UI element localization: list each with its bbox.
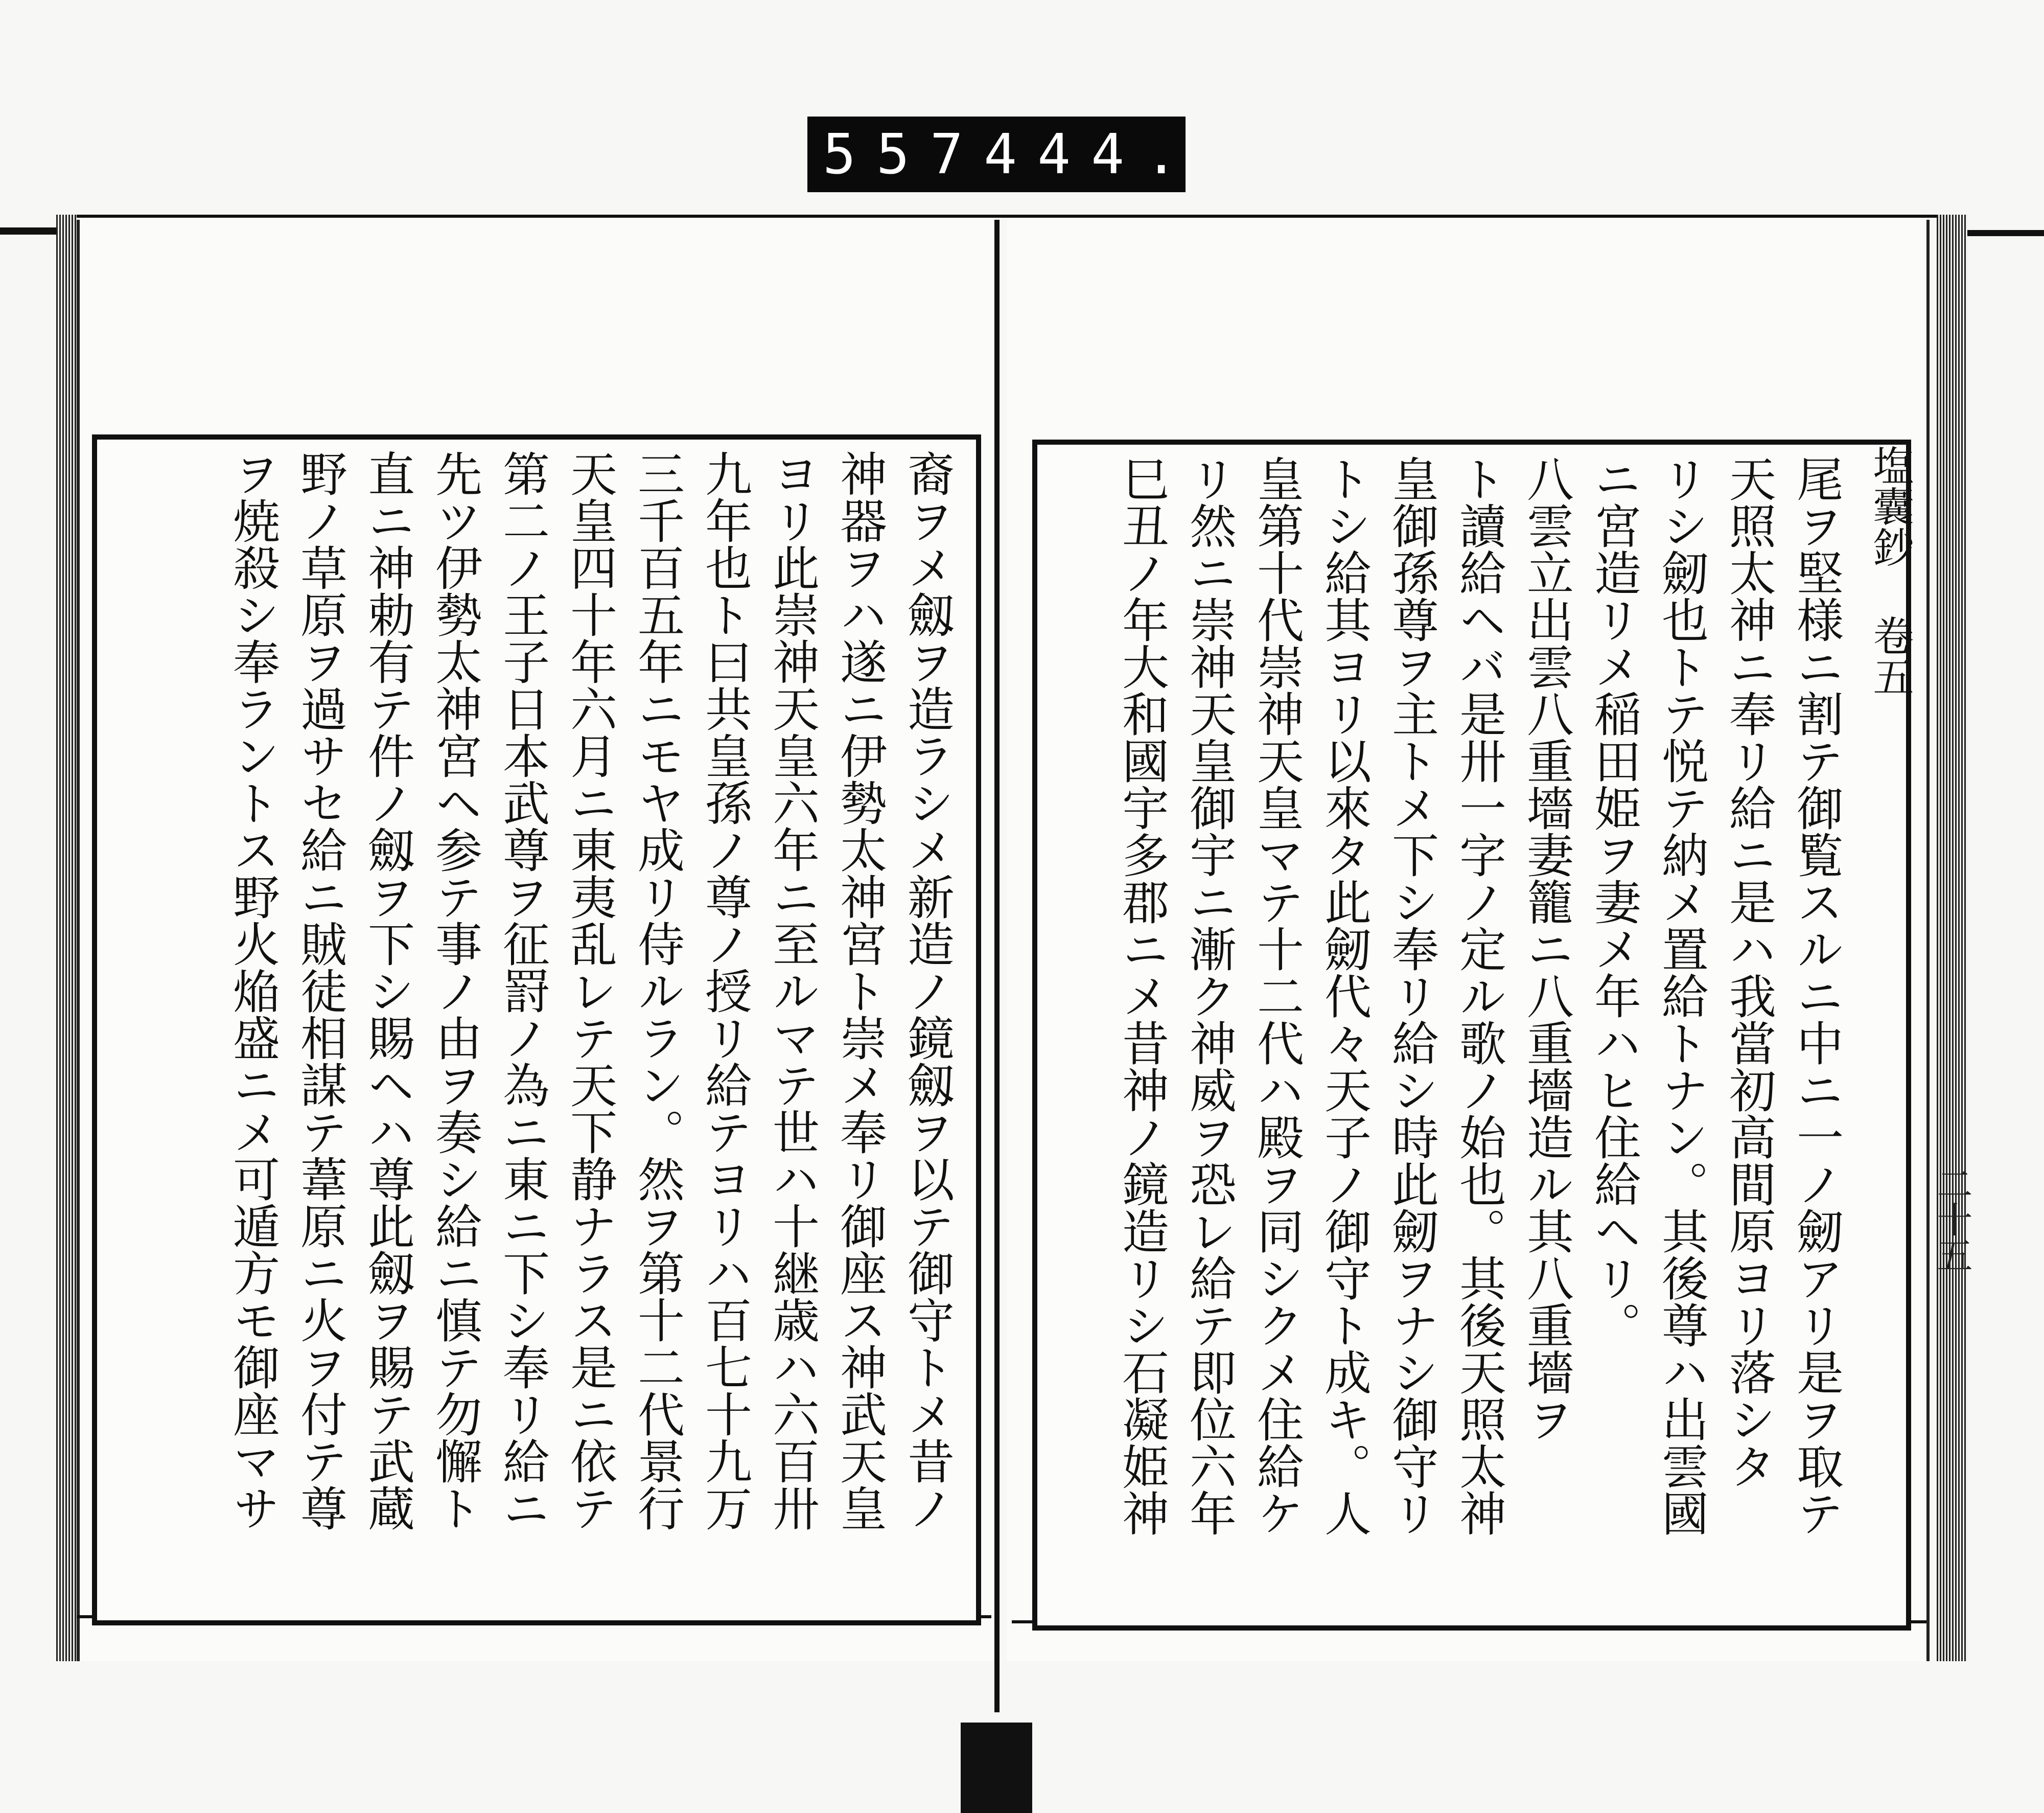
volume-label: 卷五 — [1866, 615, 1914, 697]
text-column: 神器ヲハ遂ニ伊勢太神宮ト崇メ奉リ御座ス神武天皇 — [832, 450, 887, 1531]
left-fore-edge — [56, 215, 77, 1661]
scan-label-left: 557 — [823, 122, 984, 187]
text-column: 尾ヲ堅様ニ割テ御覧スルニ中ニ一ノ劒アリ是ヲ取テ — [1789, 455, 1844, 1536]
scan-label-right: 444. — [984, 122, 1199, 187]
left-text-frame — [92, 434, 981, 1625]
right-fore-edge — [1937, 215, 1967, 1661]
text-column: 天照太神ニ奉リ給ニ是ハ我當初高間原ヨリ落シタ — [1722, 455, 1776, 1489]
left-text-block — [112, 450, 961, 1610]
text-column: 皇第十代崇神天皇マテ十二代ハ殿ヲ同シクメ住給ケ — [1249, 455, 1304, 1536]
text-column: トシ給其ヨリ以來タ此劒代々天子ノ御守ト成キ。人 — [1317, 455, 1372, 1536]
right-binding-strip — [1967, 230, 2044, 236]
text-column: ヨリ此崇神天皇六年ニ至ルマテ世ハ十継歳ハ六百卅 — [765, 450, 820, 1531]
text-column: 天皇四十年六月ニ東夷乱レテ天下静ナラス是ニ依テ — [563, 450, 617, 1531]
book-spine — [994, 220, 1000, 1712]
text-column: 皇御孫尊ヲ主トメ下シ奉リ給シ時此劒ヲナシ御守リ — [1384, 455, 1439, 1536]
spine-clamp — [961, 1723, 1032, 1813]
text-column: リシ劒也トテ悦テ納メ置給トナン。其後尊ハ出雲國 — [1654, 455, 1709, 1536]
text-column: 野ノ草原ヲ過サセ給ニ賊徒相謀テ葦原ニ火ヲ付テ尊 — [293, 450, 347, 1531]
running-header — [1864, 445, 1915, 697]
text-column: 直ニ神勅有テ件ノ劔ヲ下シ賜ヘハ尊此劔ヲ賜テ武蔵 — [360, 450, 415, 1531]
right-text-frame — [1032, 440, 1911, 1631]
text-column: ヲ焼殺シ奉ラントス野火焔盛ニメ可遁方モ御座マサ — [225, 450, 280, 1531]
text-column: 八雲立出雲八重墻妻籠ニ八重墻造ル其八重墻ヲ — [1519, 455, 1574, 1442]
text-column: ト讀給ヘバ是卅一字ノ定ル歌ノ始也。其後天照太神 — [1452, 455, 1506, 1536]
book-title: 塩囊鈔 — [1866, 445, 1914, 567]
top-page-edge — [77, 215, 1967, 218]
text-column: 巳丑ノ年大和國宇多郡ニメ昔神ノ鏡造リシ石凝姫神 — [1114, 455, 1169, 1536]
page-number: 二十五 — [1931, 1165, 1973, 1273]
text-column: 先ツ伊勢太神宮ヘ参テ事ノ由ヲ奏シ給ニ慎テ勿懈ト — [428, 450, 482, 1531]
text-column: 三千百五年ニモヤ成リ侍ルラン。然ヲ第十二代景行 — [630, 450, 685, 1531]
text-column: ニ宮造リメ稲田姫ヲ妻メ年ハヒ住給ヘリ。 — [1587, 455, 1641, 1348]
scan-catalog-label — [807, 117, 1199, 192]
text-column: リ然ニ崇神天皇御宇ニ漸ク神威ヲ恐レ給テ即位六年 — [1182, 455, 1237, 1536]
text-column: 第二ノ王子日本武尊ヲ征罸ノ為ニ東ニ下シ奉リ給ニ — [495, 450, 550, 1531]
text-column: 九年也ト曰共皇孫ノ尊ノ授リ給テヨリハ百七十九万 — [698, 450, 752, 1531]
text-column: 裔ヲメ劔ヲ造ラシメ新造ノ鏡劔ヲ以テ御守トメ昔ノ — [900, 450, 955, 1531]
right-text-block — [1053, 455, 1850, 1615]
